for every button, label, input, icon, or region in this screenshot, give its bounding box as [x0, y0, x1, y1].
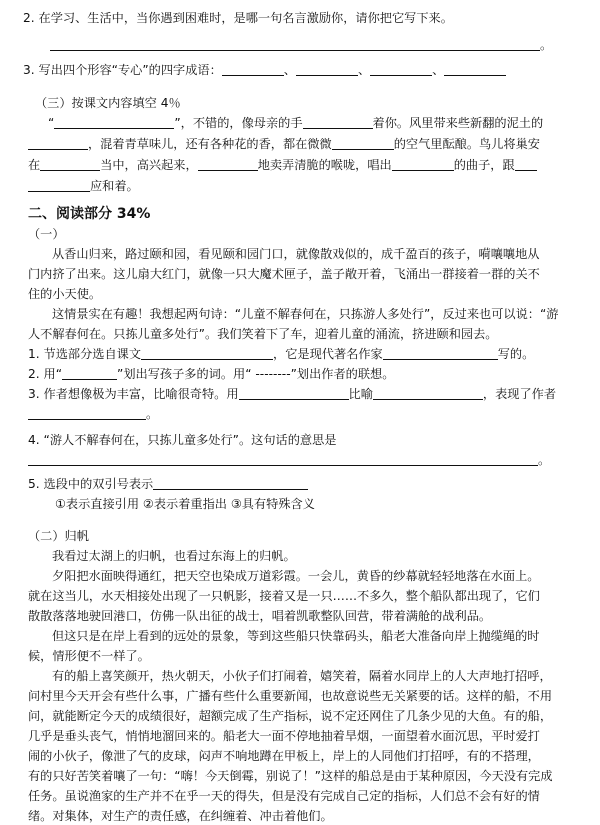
text: “	[48, 116, 55, 130]
passage-line: 问村里今天开会有些什么事，广播有些什么重要新闻，也故意说些无关紧要的话。这样的船，不用	[28, 689, 553, 703]
text: ”，不错的，像母亲的手	[174, 116, 303, 130]
question-number: 5.	[28, 477, 40, 491]
reading-question-5	[28, 476, 600, 493]
passage-line: 闹的小伙子，像泄了气的皮球，闷声不响地蹲在甲板上，岸上的人同他们打招呼，有的不搭理，	[28, 749, 540, 763]
text: 当中，高兴起来，	[100, 158, 198, 172]
answer-line-row	[28, 452, 600, 469]
answer-blank[interactable]	[444, 63, 506, 76]
passage-line: 就在这当儿，水天相接处出现了一只帆影，接着又是一只……不多久，整个船队都出现了，它们	[28, 589, 540, 603]
passage-line: 夕阳把水面映得通红，把天空也染成万道彩霞。一会儿，黄昏的纱幕就轻轻地落在水面上。	[52, 569, 540, 583]
passage-line: 但这只是在岸上看到的远处的景象，等到这些船只快靠码头，船老大准备向岸上抛缆绳的时	[52, 629, 540, 643]
answer-blank[interactable]	[392, 158, 454, 171]
passage-line: 有的船上喜笑颜开，热火朝天，小伙子们打闹着，嬉笑着，隔着水同岸上的人大声地打招呼，	[52, 669, 552, 683]
text: ，混着青草味儿，还有各种花的香，都在微微	[88, 137, 332, 151]
answer-blank[interactable]	[28, 453, 538, 466]
fill-line-1	[48, 115, 600, 132]
answer-blank[interactable]	[303, 116, 373, 129]
answer-blank[interactable]	[239, 387, 349, 400]
question-number: 1.	[28, 347, 40, 361]
underline-sample	[62, 367, 117, 380]
reading-question-1	[28, 346, 600, 363]
period: 。	[538, 453, 551, 467]
passage-line: 任务。虽说渔家的生产并不在乎一天的得失，但是没有完成自己定的指标，人们总不会有好的情	[28, 789, 540, 803]
text: “游人不解春何在，只拣儿童多处行”。这句话的意思是	[43, 433, 337, 447]
passage-line: 从香山归来，路过颐和园，看见颐和园门口，就像散戏似的，成千盈百的孩子，嗬嚷嚷地从	[52, 247, 540, 261]
question-text: 写出四个形容“专心”的四字成语：	[38, 63, 222, 77]
text: 在	[28, 158, 41, 172]
text: 应和着。	[90, 179, 139, 193]
answer-blank[interactable]	[515, 158, 537, 171]
text: ，表现了作者	[482, 387, 557, 401]
answer-blank[interactable]	[198, 158, 258, 171]
text: 的曲子，跟	[453, 158, 515, 172]
text: 作者想像极为丰富，比喻很奇特。用	[43, 387, 239, 401]
text: 比喻	[348, 387, 373, 401]
question-2-row	[23, 10, 600, 27]
fill-line-3	[28, 157, 600, 174]
period: 。	[540, 38, 553, 52]
passage-line: 这情景实在有趣！我想起两句诗：“儿童不解春何在，只拣游人多处行”，反过来也可以说：“游	[52, 307, 559, 321]
reading-question-3	[28, 386, 600, 403]
question-number: 4.	[28, 433, 40, 447]
text: 着你。风里带来些新翻的泥土的	[372, 116, 544, 130]
question-number: 2.	[23, 11, 35, 25]
question-5-options: ①表示直接引用 ②表示着重指出 ③具有特殊含义	[55, 497, 315, 511]
subsection-1-label: （一）	[28, 227, 65, 241]
passage-line: 有的只好苦笑着嚷了一句：“嗨！今天倒霉，别说了！”这样的船总是由于某种原因，今天没有完成	[28, 769, 553, 783]
question-3-row: 3. 写出四个形容“专心”的四字成语： 、 、 、	[23, 62, 600, 79]
passage-line: 候，情形便不一样了。	[28, 649, 150, 663]
question-text: 在学习、生活中，当你遇到困难时，是哪一句名言激励你，请你把它写下来。	[38, 11, 453, 25]
answer-line-row: 。	[28, 406, 600, 423]
answer-blank[interactable]	[50, 38, 540, 51]
answer-blank[interactable]	[28, 407, 146, 420]
passage-line: 散散落落地驶回港口，仿佛一队出征的战士，唱着凯歌整队回营，带着满舱的战利品。	[28, 609, 492, 623]
text: ”划出写孩子多的词。用“ --------”划出作者的联想。	[117, 367, 395, 381]
answer-blank[interactable]	[332, 137, 394, 150]
answer-blank[interactable]	[54, 116, 174, 129]
passage-line: 人不解春何在。只拣儿童多处行”。我们笑着下了车，迎着儿童的涌流，挤进颐和园去。	[28, 327, 498, 341]
passage-line: 问，就能断定今天的成绩很好，超额完成了生产指标，说不定还网住了几条少见的大鱼。有的船，	[28, 709, 553, 723]
answer-blank[interactable]	[40, 158, 100, 171]
text: 用“	[43, 367, 63, 381]
reading-question-4	[28, 432, 600, 449]
question-number: 3.	[23, 63, 35, 77]
question-number: 2.	[28, 367, 40, 381]
text: 选段中的双引号表示	[43, 477, 154, 491]
part-2-title: 二、阅读部分 34%	[28, 206, 151, 222]
text: 地卖弄清脆的喉咙，唱出	[257, 158, 392, 172]
text: 节选部分选自课文	[43, 347, 142, 361]
answer-blank[interactable]	[222, 63, 284, 76]
text: 写的。	[497, 347, 535, 361]
passage-line: 门内挤了出来。这儿扇大红门，就像一只大魔术匣子，盖子敞开着，飞涌出一群接着一群的关不	[28, 267, 540, 281]
passage-line: 绪。对集体，对生产的责任感，在纠缠着、冲击着他们。	[28, 809, 333, 823]
text: 的空气里酝酿。鸟儿将巢安	[393, 137, 540, 151]
fill-line-2	[28, 136, 600, 153]
answer-blank[interactable]	[370, 63, 432, 76]
reading-question-2	[28, 366, 600, 383]
question-number: 3.	[28, 387, 40, 401]
passage-line: 几乎是垂头丧气，悄悄地溜回来的。船老大一面不停地抽着旱烟，一面望着水面沉思，平时爱打	[28, 729, 540, 743]
answer-blank[interactable]	[28, 179, 90, 192]
fill-line-4	[28, 178, 600, 195]
answer-blank[interactable]	[373, 387, 483, 400]
passage-line: 住的小天使。	[28, 287, 102, 301]
answer-blank[interactable]	[153, 477, 308, 490]
text: ，它是现代著名作家	[273, 347, 383, 361]
answer-blank[interactable]	[383, 347, 498, 360]
answer-blank[interactable]	[141, 347, 273, 360]
answer-blank[interactable]	[28, 137, 88, 150]
section-3-title: （三）按课文内容填空 4％	[35, 96, 181, 110]
passage-line: 我看过太湖上的归帆，也看过东海上的归帆。	[52, 549, 296, 563]
subsection-2-label: （二）归帆	[28, 529, 89, 543]
answer-line-row	[50, 37, 600, 54]
answer-blank[interactable]	[296, 63, 358, 76]
